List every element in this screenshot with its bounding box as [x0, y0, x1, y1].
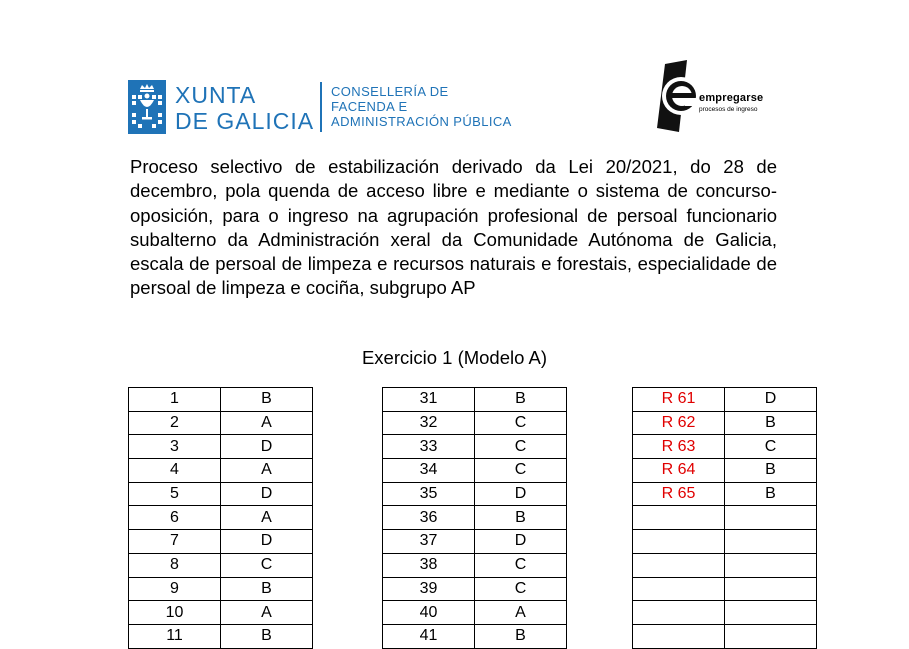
answer-letter: B — [475, 506, 567, 530]
answer-letter: C — [475, 435, 567, 459]
empregarse-logo — [657, 60, 797, 132]
table-row — [129, 530, 313, 554]
table-row — [383, 411, 567, 435]
table-row — [633, 553, 817, 577]
question-number: 33 — [383, 435, 475, 459]
question-number: 36 — [383, 506, 475, 530]
answer-letter: B — [725, 411, 817, 435]
answer-letter — [725, 577, 817, 601]
table-row — [383, 388, 567, 412]
table-row — [129, 482, 313, 506]
table-row — [129, 435, 313, 459]
xunta-shield-icon — [128, 80, 166, 134]
answer-letter: A — [221, 601, 313, 625]
answer-letter: B — [221, 624, 313, 648]
answers-table-2 — [382, 387, 567, 649]
empregarse-tagline: procesos de ingreso — [699, 106, 758, 113]
answer-letter: A — [221, 411, 313, 435]
conselleria-line2: FACENDA E — [331, 99, 408, 114]
question-number: 39 — [383, 577, 475, 601]
question-number: 10 — [129, 601, 221, 625]
answer-letter — [725, 553, 817, 577]
question-number: 40 — [383, 601, 475, 625]
intro-paragraph: Proceso selectivo de estabilización derivado da Lei 20/2021, do 28 de decembro, pola quenda de acceso libre e mediante o sistema de concurso-oposición, para o ingreso na agrupación profesional de persoal funcionario subalterno da Administración xeral da Comunidade Autónoma de Galicia, escala de persoal de limpeza e recursos naturais e forestais, especialidade de persoal de limpeza e cociña, subgrupo AP — [130, 156, 777, 299]
conselleria-line3: ADMINISTRACIÓN PÚBLICA — [331, 114, 512, 129]
table-row — [129, 553, 313, 577]
answer-letter: D — [725, 388, 817, 412]
table-row — [633, 388, 817, 412]
answer-letter: A — [221, 506, 313, 530]
conselleria-name — [331, 84, 512, 129]
table-row — [633, 530, 817, 554]
table-row — [633, 577, 817, 601]
table-row — [129, 577, 313, 601]
table-row — [633, 411, 817, 435]
answer-letter: C — [475, 459, 567, 483]
question-number: 41 — [383, 624, 475, 648]
answer-letter: A — [475, 601, 567, 625]
table-row — [383, 553, 567, 577]
question-number — [633, 506, 725, 530]
answer-letter: C — [221, 553, 313, 577]
xunta-name-line1: XUNTA — [175, 82, 257, 108]
question-number — [633, 601, 725, 625]
question-number: 5 — [129, 482, 221, 506]
table-row — [383, 577, 567, 601]
question-number — [633, 577, 725, 601]
table-row — [633, 506, 817, 530]
xunta-name-line2: DE GALICIA — [175, 108, 315, 134]
question-number — [633, 530, 725, 554]
conselleria-line1: CONSELLERÍA DE — [331, 84, 449, 99]
question-number: 11 — [129, 624, 221, 648]
xunta-name — [175, 82, 314, 134]
answers-table-3 — [632, 387, 817, 649]
answer-letter: C — [475, 577, 567, 601]
question-number: 32 — [383, 411, 475, 435]
question-number: 8 — [129, 553, 221, 577]
answer-letter: A — [221, 459, 313, 483]
question-number: 38 — [383, 553, 475, 577]
logo-divider — [320, 82, 322, 132]
table-row — [129, 388, 313, 412]
answer-letter — [725, 530, 817, 554]
question-number: R 62 — [633, 411, 725, 435]
question-number: R 63 — [633, 435, 725, 459]
answer-letter: D — [475, 482, 567, 506]
table-row — [633, 601, 817, 625]
question-number: 37 — [383, 530, 475, 554]
table-row — [383, 601, 567, 625]
answer-letter — [725, 601, 817, 625]
answer-letter: D — [475, 530, 567, 554]
answer-letter: D — [221, 435, 313, 459]
answer-letter: B — [221, 388, 313, 412]
question-number: 7 — [129, 530, 221, 554]
table-row — [383, 459, 567, 483]
empregarse-name: empregarse — [699, 92, 764, 104]
table-row — [633, 435, 817, 459]
table-row — [129, 601, 313, 625]
answer-letter: B — [475, 624, 567, 648]
answers-table-1 — [128, 387, 313, 649]
table-row — [383, 530, 567, 554]
exercise-title: Exercicio 1 (Modelo A) — [361, 347, 548, 368]
answer-letter: C — [475, 411, 567, 435]
answer-letter: B — [221, 577, 313, 601]
answer-letter: D — [221, 530, 313, 554]
table-row — [633, 482, 817, 506]
answer-letter — [725, 506, 817, 530]
table-row — [129, 411, 313, 435]
question-number: 9 — [129, 577, 221, 601]
answer-letter: C — [725, 435, 817, 459]
question-number: R 64 — [633, 459, 725, 483]
answer-letter: B — [475, 388, 567, 412]
question-number: 3 — [129, 435, 221, 459]
table-row — [383, 435, 567, 459]
table-row — [633, 459, 817, 483]
table-row — [129, 506, 313, 530]
answer-letter: D — [221, 482, 313, 506]
answer-letter: B — [725, 482, 817, 506]
question-number: R 61 — [633, 388, 725, 412]
table-row — [129, 459, 313, 483]
question-number: 4 — [129, 459, 221, 483]
question-number: 35 — [383, 482, 475, 506]
answer-letter: B — [725, 459, 817, 483]
question-number: 34 — [383, 459, 475, 483]
question-number — [633, 553, 725, 577]
table-row — [383, 506, 567, 530]
question-number: R 65 — [633, 482, 725, 506]
question-number: 1 — [129, 388, 221, 412]
question-number: 2 — [129, 411, 221, 435]
question-number: 6 — [129, 506, 221, 530]
answer-letter: C — [475, 553, 567, 577]
question-number: 31 — [383, 388, 475, 412]
table-row — [383, 482, 567, 506]
